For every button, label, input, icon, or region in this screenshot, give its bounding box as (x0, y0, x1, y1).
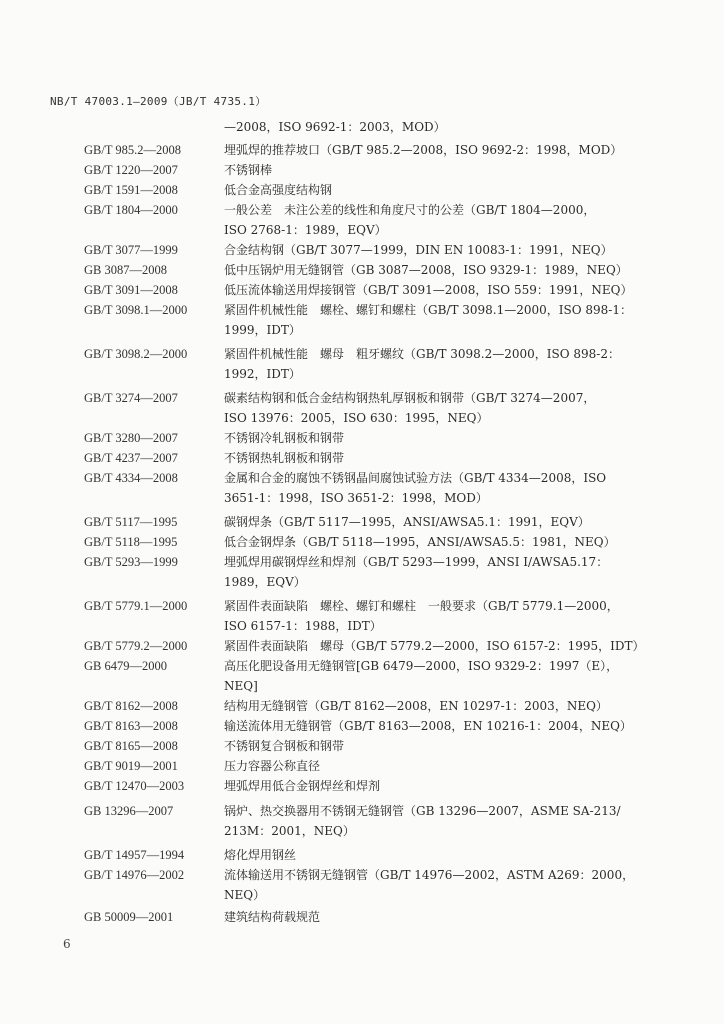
standard-code: GB/T 1220—2007 (84, 163, 178, 177)
standard-title-line: NEQ） (224, 888, 266, 902)
standard-title-line: 低中压锅炉用无缝钢管（GB 3087—2008，ISO 9329-1：1989，NEQ） (224, 263, 628, 277)
standard-title-line: ISO 6157-1：1988，IDT） (224, 619, 382, 633)
standard-title-line: NEQ] (224, 679, 258, 693)
standard-code: GB/T 5779.2—2000 (84, 639, 188, 653)
standard-title (224, 716, 634, 736)
standard-title-line: 熔化焊用钢丝 (224, 848, 297, 862)
standard-code: GB/T 985.2—2008 (84, 143, 181, 157)
standard-title (224, 532, 634, 552)
standard-code: GB/T 5779.1—2000 (84, 599, 188, 613)
standard-code: GB/T 8163—2008 (84, 719, 178, 733)
standard-title (224, 280, 634, 300)
standard-title-line: 锅炉、热交换器用不锈钢无缝钢管（GB 13296—2007，ASME SA-213/ (224, 804, 621, 818)
standard-title (224, 180, 634, 200)
standard-title-line: 低合金钢焊条（GB/T 5118—1995，ANSI/AWSA5.5：1981，NEQ） (224, 535, 616, 549)
standard-title-line: 金属和合金的腐蚀不锈钢晶间腐蚀试验方法（GB/T 4334—2008，ISO (224, 471, 607, 485)
standard-title-line: 碳钢焊条（GB/T 5117—1995，ANSI/AWSA5.1：1991，EQV） (224, 515, 590, 529)
standard-code: GB 13296—2007 (84, 804, 174, 818)
standard-title (224, 260, 634, 280)
standard-title (224, 140, 634, 160)
standard-title (224, 845, 634, 865)
standard-title-line: 高压化肥设备用无缝钢管[GB 6479—2000，ISO 9329-2：1997（E）， (224, 659, 619, 673)
standard-title-line: 埋弧焊用低合金钢焊丝和焊剂 (224, 779, 381, 793)
standard-title (224, 552, 634, 592)
standard-title-line: 紧固件机械性能 螺母 粗牙螺纹（GB/T 3098.2—2000，ISO 898-2： (224, 347, 621, 361)
standard-title-line: 不锈钢热轧钢板和钢带 (224, 451, 345, 465)
standard-title (224, 656, 634, 696)
standard-title-line: 不锈钢冷轧钢板和钢带 (224, 431, 345, 445)
standard-title (224, 736, 634, 756)
standard-title-line: 1992，IDT） (224, 367, 301, 381)
standard-code: GB/T 14976—2002 (84, 868, 185, 882)
standard-title-line: 压力容器公称直径 (224, 759, 321, 773)
standard-code: GB 6479—2000 (84, 659, 167, 673)
standard-title-line: 流体输送用不锈钢无缝钢管（GB/T 14976—2002，ASTM A269：2000， (224, 868, 635, 882)
standard-title (224, 801, 634, 841)
standard-code: GB/T 3077—1999 (84, 243, 178, 257)
standard-code: GB/T 3280—2007 (84, 431, 178, 445)
page-number: 6 (63, 937, 71, 951)
standard-code: GB/T 9019—2001 (84, 759, 178, 773)
standard-title (224, 388, 634, 428)
standard-title-line: 1999，IDT） (224, 323, 301, 337)
standard-code: GB/T 8162—2008 (84, 699, 178, 713)
standard-title (224, 596, 634, 636)
standard-title-line: 埋弧焊用碳钢焊丝和焊剂（GB/T 5293—1999，ANSI I/AWSA5.17： (224, 555, 609, 569)
standard-code: GB/T 4237—2007 (84, 451, 178, 465)
standard-title (224, 200, 634, 240)
standard-title (224, 512, 634, 532)
standard-code: GB/T 3098.2—2000 (84, 347, 188, 361)
continuation-line: —2008，ISO 9692-1：2003，MOD） (224, 120, 446, 134)
standard-title-line: 不锈钢棒 (224, 163, 273, 177)
standard-title-line: 低压流体输送用焊接钢管（GB/T 3091—2008，ISO 559：1991，NEQ） (224, 283, 633, 297)
standard-title (224, 865, 634, 905)
standard-code: GB/T 5117—1995 (84, 515, 178, 529)
standard-title (224, 468, 634, 508)
standard-title (224, 907, 634, 927)
standard-title (224, 240, 634, 260)
standard-title (224, 344, 634, 384)
standard-title-line: ISO 2768-1：1989，EQV） (224, 223, 387, 237)
standard-title (224, 636, 645, 656)
standard-code: GB/T 1804—2000 (84, 203, 178, 217)
standard-title-line: 不锈钢复合钢板和钢带 (224, 739, 345, 753)
standard-title (224, 776, 634, 796)
standard-title-line: 碳素结构钢和低合金结构钢热轧厚钢板和钢带（GB/T 3274—2007， (224, 391, 596, 405)
standard-code: GB/T 4334—2008 (84, 471, 178, 485)
standard-title-line: 合金结构钢（GB/T 3077—1999，DIN EN 10083-1：1991，NEQ） (224, 243, 613, 257)
standard-code: GB/T 5293—1999 (84, 555, 178, 569)
standard-title (224, 696, 634, 716)
standard-code: GB 3087—2008 (84, 263, 167, 277)
standard-title-line: 一般公差 未注公差的线性和角度尺寸的公差（GB/T 1804—2000， (224, 203, 596, 217)
standard-code: GB/T 5118—1995 (84, 535, 178, 549)
standard-title (224, 300, 634, 340)
standard-title-line: 结构用无缝钢管（GB/T 8162—2008，EN 10297-1：2003，NEQ） (224, 699, 608, 713)
standard-title-line: 低合金高强度结构钢 (224, 183, 333, 197)
standard-code: GB/T 3098.1—2000 (84, 303, 188, 317)
standard-code: GB/T 14957—1994 (84, 848, 185, 862)
standard-code: GB 50009—2001 (84, 910, 174, 924)
standard-title-line: 埋弧焊的推荐坡口（GB/T 985.2—2008，ISO 9692-2：1998，MOD） (224, 143, 623, 157)
standard-code: GB/T 8165—2008 (84, 739, 178, 753)
standard-title-line: 3651-1：1998，ISO 3651-2：1998，MOD） (224, 491, 488, 505)
standard-title-line: 紧固件表面缺陷 螺栓、螺钉和螺柱 一般要求（GB/T 5779.1—2000， (224, 599, 619, 613)
standard-title-line: 输送流体用无缝钢管（GB/T 8163—2008，EN 10216-1：2004，NEQ） (224, 719, 632, 733)
standard-title-line: ISO 13976：2005，ISO 630：1995，NEQ） (224, 411, 489, 425)
page-header: NB/T 47003.1—2009（JB/T 4735.1） (50, 95, 267, 108)
standard-title-line: 紧固件机械性能 螺栓、螺钉和螺柱（GB/T 3098.1—2000，ISO 898-1： (224, 303, 633, 317)
standard-code: GB/T 3091—2008 (84, 283, 178, 297)
standard-code: GB/T 3274—2007 (84, 391, 178, 405)
standard-title (224, 428, 634, 448)
standard-title (224, 448, 634, 468)
standard-title (224, 756, 634, 776)
standard-title-line: 213M：2001，NEQ） (224, 824, 355, 838)
standard-title (224, 160, 634, 180)
standard-code: GB/T 12470—2003 (84, 779, 185, 793)
standard-title-line: 1989，EQV） (224, 575, 306, 589)
standard-code: GB/T 1591—2008 (84, 183, 178, 197)
standard-title-line: 紧固件表面缺陷 螺母（GB/T 5779.2—2000，ISO 6157-2：1995，IDT） (224, 639, 645, 653)
standard-title-line: 建筑结构荷载规范 (224, 910, 321, 924)
